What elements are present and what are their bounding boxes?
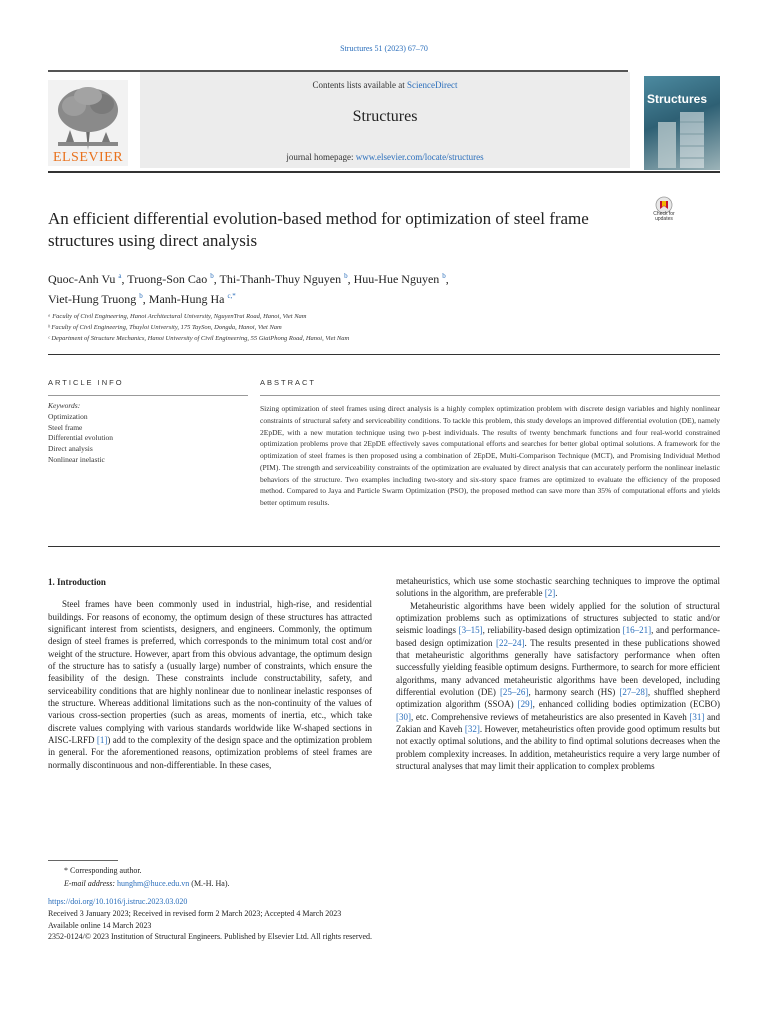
author-name[interactable]: Quoc-Anh Vu [48,272,116,286]
author-name[interactable]: Huu-Hue Nguyen [353,272,440,286]
section-divider [48,354,720,355]
keyword-item: Nonlinear inelastic [48,454,105,464]
citation-link[interactable]: [2] [544,588,556,599]
article-info-heading: ARTICLE INFO [48,378,124,387]
publication-info [48,896,648,943]
author-list: Quoc-Anh Vu $^a$, Truong-Son Cao $^b$, Thi-Thanh-Thuy Nguyen $^b$, Huu-Hue Nguyen $^b$, Viet-Hung Truong $^b$, Manh-Hung Ha $^{c,*}$ [48,272,449,306]
author-affiliation-mark[interactable]: b [210,272,214,280]
section-heading: 1. Introduction [48,577,106,587]
author-affiliation-mark[interactable]: b [139,292,143,300]
sciencedirect-link[interactable]: ScienceDirect [407,80,458,90]
journal-reference[interactable]: Structures 51 (2023) 67–70 [340,44,428,53]
citation-link[interactable]: [3–15] [458,625,483,636]
cover-building-icon [652,112,712,168]
doi-link[interactable]: https://doi.org/10.1016/j.istruc.2023.03.020 [48,897,188,906]
affiliation-item: ᵇ Faculty of Civil Engineering, Thuyloi University, 175 TaySon, Dongda, Hanoi, Viet Nam [48,324,282,331]
citation-link[interactable]: [32] [464,724,480,735]
email-link[interactable]: hunghm@huce.edu.vn [117,878,190,888]
journal-homepage-line: journal homepage: www.elsevier.com/locate/structures [286,152,484,162]
author-affiliation-mark[interactable]: a [118,272,122,280]
journal-title: Structures [352,108,418,125]
body-column-left [48,576,372,771]
article-info-rule [48,395,248,396]
keyword-item: Direct analysis [48,444,93,454]
body-paragraph: Metaheuristic algorithms have been widely applied for the solution of structural optimization problems such as optimizations of structures subjected to static and/or seismic loadings [3–15], reliability-based design optimization [16–21], and performance-based design optimization [22–24]. The results presented in these publications showed that metaheuristic algorithms generally have satisfactory performance when often successfully yielding feasible optimum designs. Furthermore, to search for more efficient algorithms, many advanced metaheuristic algorithms have been developed, including differential evolution (DE) [25–26], harmony search (HS) [27–28], shuffled shepherd optimization algorithm (SSOA) [29], enhanced colliding bodies optimization (ECBO) [30], etc. Comprehensive reviews of metaheuristics are also presented in Kaveh [31] and Zakian and Kaveh [32]. However, metaheuristics often provide good optimum results but not exactly optimal solutions, and the ability to find optimal solutions decreases when the problem complexity increases. In addition, metaheuristics require a very large number of structural analyses that may limit their application to complex problems [396,600,721,772]
corresponding-author-note: * Corresponding author. [64,866,142,875]
author-name[interactable]: Thi-Thanh-Thuy Nguyen [219,272,342,286]
author-affiliation-mark[interactable]: c,* [227,292,236,300]
body-paragraph: Steel frames have been commonly used in industrial, high-rise, and residential buildings. For reasons of economy, the optimum design of these structures has attracted significant interest from scientists, designers, and engineers. Commonly, the optimum design of steel frames is preferred, which corresponds to the minimum total cost and/or weight of the structure. However, apart from this obvious advantage, the optimum design of the structure has to satisfy a (usually large) number of constraints, which ensure the feasibility of the design. These constraints include constructability, safety, and serviceability conditions that are highly nonlinear due to nonlinear inelastic responses of the structure. Whereas additional limitations such as the non-continuity of the values of various cross-section properties (such as areas, moments of inertia, etc., which take discrete values complying with various standards worldwide like W-shaped sections in AISC-LRFD [1]) add to the complexity of the design space and the optimization problem in general. For the aforementioned reasons, optimization problems of steel frames are normally discontinuous and non-differentiable. In these cases, [48,599,372,770]
author-name[interactable]: Truong-Son Cao [127,272,208,286]
citation-link[interactable]: [29] [517,699,533,710]
author-name[interactable]: Viet-Hung Truong [48,292,137,306]
cover-title: Structures [647,92,708,106]
affiliation-item: ᶜ Department of Structure Mechanics, Hanoi University of Civil Engineering, 55 GiaiPhong Road, Hanoi, Viet Nam [48,335,350,342]
abstract-text: Sizing optimization of steel frames using direct analysis is a highly complex optimization problem with discrete design variables and highly nonlinear constraints of structural safety and serviceability conditions. To tackle this problem, this study develops an improved differential evolution (DE), namely 2EpDE, with a new mutation technique using two p-best individuals. The results of twenty benchmark functions and four real-world constrained optimization problems prove that 2EpDE effectively saves computational efforts and searches for better global optimal solutions. A framework for the optimization of steel frames is then proposed using a combination of 2EpDE, Multi-Comparison Technique (MCT), and Promising Individual Method (PIM). The strength and serviceability constraints of the optimization are evaluated by direct analysis that can accurately perform the nonlinear inelastic behaviors of the structure. Two examples including two-story and six-story space frames are optimized to evaluate the efficiency of the proposed method. Compared to Jaya and Particle Swarm Optimization (PSO), the proposed method can save more than 35% of computational efforts and yields better optimum results. [260,404,720,507]
email-note: E-mail address: hunghm@huce.edu.vn (M.-H. Ha). [64,878,230,888]
keywords-block [48,401,248,466]
check-for-updates-label[interactable]: Check for updates [653,211,675,222]
affiliations [48,311,648,344]
keyword-item: Differential evolution [48,433,114,443]
citation-link[interactable]: [16–21] [622,625,652,636]
citation-link[interactable]: [31] [689,711,705,722]
author-affiliation-mark[interactable]: b [442,272,446,280]
citation-link[interactable]: [25–26] [499,687,529,698]
citation-link[interactable]: [30] [396,711,411,722]
keyword-item: Optimization [48,411,88,421]
author-name[interactable]: Manh-Hung Ha [148,292,225,306]
received-dates: Received 3 January 2023; Received in revised form 2 March 2023; Accepted 4 March 2023 [48,908,342,918]
footnotes [48,865,468,890]
journal-homepage-link[interactable]: www.elsevier.com/locate/structures [355,152,484,162]
section-divider [48,546,720,547]
keyword-item: Steel frame [48,422,83,432]
body-paragraph: metaheuristics, which use some stochastic searching techniques to improve the optimal solutions in the algorithm, are preferable [2]. [396,576,720,599]
keywords-label: Keywords: [48,401,81,410]
abstract-rule [260,395,720,396]
available-online: Available online 14 March 2023 [48,920,152,930]
copyright-line: 2352-0124/© 2023 Institution of Structural Engineers. Published by Elsevier Ltd. All rights reserved. [48,932,373,942]
contents-lists-line: Contents lists available at ScienceDirect [312,80,458,90]
elsevier-wordmark: ELSEVIER [52,150,124,165]
body-column-right [396,575,720,773]
abstract-heading: ABSTRACT [260,378,317,387]
citation-link[interactable]: [22–24] [495,637,525,648]
article-title: An efficient differential evolution-based method for optimization of steel frame structures using direct analysis [48,209,589,250]
journal-cover-image [644,76,720,170]
author-affiliation-mark[interactable]: b [344,272,348,280]
citation-link[interactable]: [1] [96,735,108,746]
affiliation-item: ᵃ Faculty of Civil Engineering, Hanoi Architectural University, NguyenTrai Road, Hanoi, Viet Nam [48,313,307,320]
footnote-rule [48,860,118,861]
masthead-bottom-rule [48,171,720,173]
citation-link[interactable]: [27–28] [619,687,648,698]
